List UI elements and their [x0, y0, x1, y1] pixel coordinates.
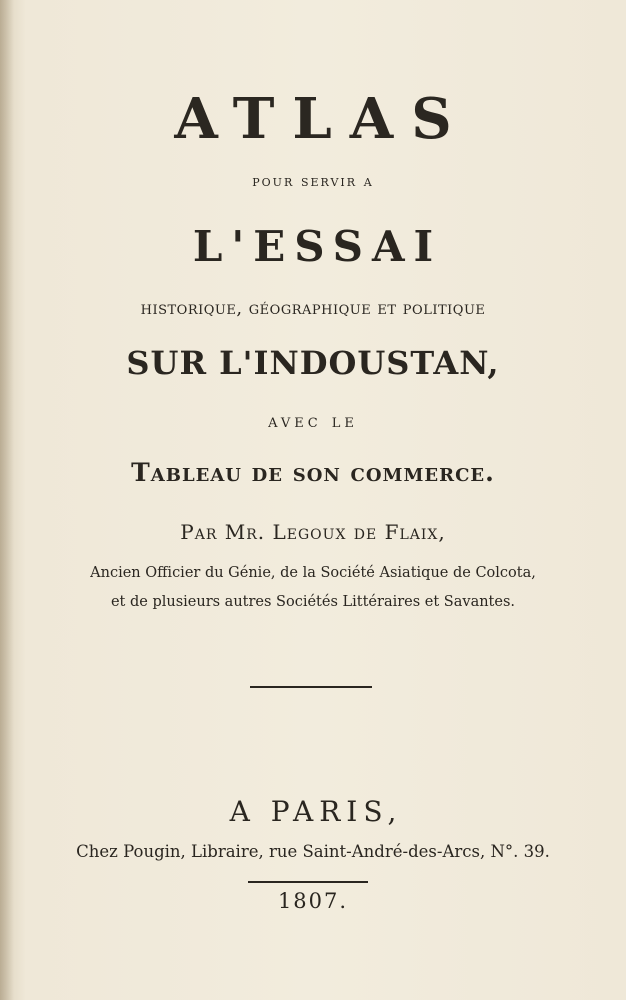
- author-credentials-line-2: et de plusieurs autres Sociétés Littéraires et Savantes.: [110, 594, 516, 610]
- author-credentials-line-1: Ancien Officier du Génie, de la Société Asiatique de Colcota,: [90, 565, 536, 581]
- author-name: Par Mr. Legoux de Flaix,: [180, 520, 446, 544]
- essai-subject: SUR L'INDOUSTAN,: [126, 344, 500, 382]
- title-connector: avec le: [268, 410, 358, 432]
- imprint-city: A PARIS,: [229, 795, 403, 828]
- essai-title: L'ESSAI: [192, 222, 443, 271]
- commerce-title: Tableau de son commerce.: [131, 458, 495, 487]
- essai-qualifiers: historique, géographique et politique: [140, 298, 486, 319]
- subtitle-connector: pour servir a: [252, 172, 374, 190]
- main-title: ATLAS: [174, 86, 470, 152]
- divider-rule-lower: [248, 881, 368, 883]
- imprint-year: 1807.: [277, 889, 349, 913]
- imprint-publisher: Chez Pougin, Libraire, rue Saint-André-des-Arcs, N°. 39.: [76, 842, 550, 861]
- divider-rule: [250, 686, 372, 688]
